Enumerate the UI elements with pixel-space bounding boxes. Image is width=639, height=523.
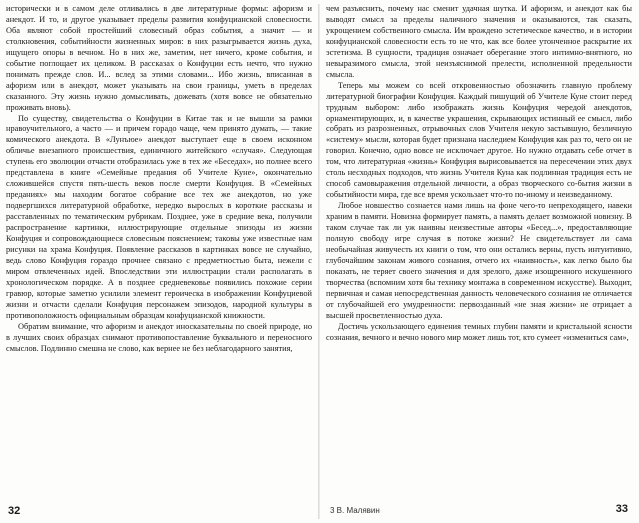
right-paragraph: чем разъяснить, почему нас сменит удачная шутка. И афоризм, и анекдот как бы выводят смысл за пределы наличного значения и оказываются, так сказать, укрощением собственного смысла. Им врождено эстетическое качество, и в истории конфуцианской словесности есть то не что, как все более утонченное раскрытие их эстетизма. В сущности, традиция означает оберегание этого интимно-внятного, но невыразимого смысла, этой неизъяснимой прелести, исполненной предельности смысла. xyxy=(326,4,632,79)
right-paragraph: Достичь ускользающего единения темных глубин памяти и кристальной ясности сознания, вечного и вечно нового мир может лишь тот, кто сумеет «измениться сам», xyxy=(326,321,632,342)
left-paragraph: По существу, свидетельства о Конфуции в Китае так и не вышли за рамки нравоучительного, а часто — и причем горадо чаще, чем принято думать, — такие комического анекдота. В «Лунъюе» анекдот выступает еще в своем исконном обличье внезапного происшествия, единичного житейского «случая». Следующая ступень его эволюции отчасти отобразилась уже в тех же «Беседах», но полнее всего представлена в книге «Семейные предания об Учителе Куне», окончательно сложившейся спустя пять-шесть веков после смерти Конфуция. В «Семейных преданиях» мы находим богатое собрание все тех же анекдотов, но уже подвергшихся литературной обработке, нередко вырослых в короткие рассказы и расставленных по тематическим рубрикам. Позднее, уже в средние века, получили распространение картинки, иллюстрирующие отдельные эпизоды из жизни Конфуция и сопровождающиеся словесным пояснением; таковы уже известные нам рисунки на храма Конфуция. Появление рассказов в картинках вовсе не случайно, ведь слово Конфуция гораздо прочнее связано с предметностью быта, нежели с миром отвлеченных идей. Впоследствии эти иллюстрации стали располагать в хронологическом порядке. А в позднее средневековье появились похожие серии гравюр, которые заметно усилили элемент героическа в изображении Конфуциевой жизни и отчасти сделали Конфуция персонажем эпизодов, народной культуры в противоположность официальным образцам конфуцианской книжности. xyxy=(6,113,312,320)
left-paragraph: исторически и в самом деле отливались в две литературные формы: афоризм и анекдот. И то, и другое указывает пределы развития конфуцианской словесности. Оба являют собой простейший словесный образ события, а значит — и столкновения, событийности жизненных миров: в них разыгрывается жизнь духа, ищущего опоры в вечном. Но в них же, заметим, нет ничего, кроме события, и событие поглощает их целиком. В рассказах о Конфуции есть нечто, что нужно понимать прежде слов. И... вслед за этими словами... Ибо жизнь, вписанная в афоризм или в анекдот, может указывать на свои границы, уметь в пределах сказанного. Эту жизнь нужно домысливать, дожевать (хотя вовсе не обязательно проживать вновь). xyxy=(6,4,312,112)
book-gutter xyxy=(318,4,320,519)
right-page xyxy=(326,4,632,519)
right-paragraph: Любое новшество сознается нами лишь на фоне чего-то непреходящего, навеки храним в памяти. Новизна формирует память, а память делает возможной новизну. В таком случае так ли уж наивны неизвестные авторы «Бесед...», предоставляющие полную свободу игре случая в потоке жизни? Не свидетельствует ли сама необычайная живучесть их книги о том, что они остались верны, пусть интуитивно, глубочайшим законам живого сознания, отчего их «наивность», как легко было бы показать, не теряет своего значения и для зрелого, даже изощренного искушенного творчества (вспомним хотя бы технику монтажа в современном искусстве). Выходит, первичная и самая непосредственная данность человеческого сознания не отличается от глубочайшей его умудренности: первозданный «не зная жизни» не отрицает а высшей просветленностью духа. xyxy=(326,201,632,320)
right-paragraph: Теперь мы можем со всей откровенностью обозначить главную проблему литературной биографии Конфуция. Каждый пишущий об Учителе Куне стоит перед трудным выбором: либо изображать жизнь Конфуция чередой анекдотов, орнаментирующих, и, в качестве украшения, скрывающих истинный ее смысл, либо собрать из разрозненных, отрывочных слов Учителя некую застывшую, безличную «систему» мысли, которая будет признана наследием Конфуция как раз то, чего он не говорил. Конечно, одно вовсе не исключает другое. Но нужно отдавать себе отчет в том, что литературная «жизнь» Конфуция вырисовывается на пересечении этих двух столь несходных подходов, что жизнь Учителя Куна как подлинная традиция есть не способ самовыражения отдельной личности, а образ творческого со-бытия жизни в событийности мира, где все время ускользает что-то по-иному и неизведанному. xyxy=(326,80,632,200)
right-page-text xyxy=(326,4,632,344)
left-paragraph: Обратим внимание, что афоризм и анекдот иносказательны по своей природе, но в лучших своих образцах снимают противопоставление буквального и переносного смыслов. Подлинно смешна не слово, как вернее не без неблагодарного занятия, xyxy=(6,321,312,353)
left-page-number: 32 xyxy=(8,505,21,517)
left-page-text xyxy=(6,4,312,355)
printer-signature: 3 В. Малявин xyxy=(330,506,380,515)
right-page-number: 33 xyxy=(615,503,628,515)
left-page xyxy=(6,4,312,519)
